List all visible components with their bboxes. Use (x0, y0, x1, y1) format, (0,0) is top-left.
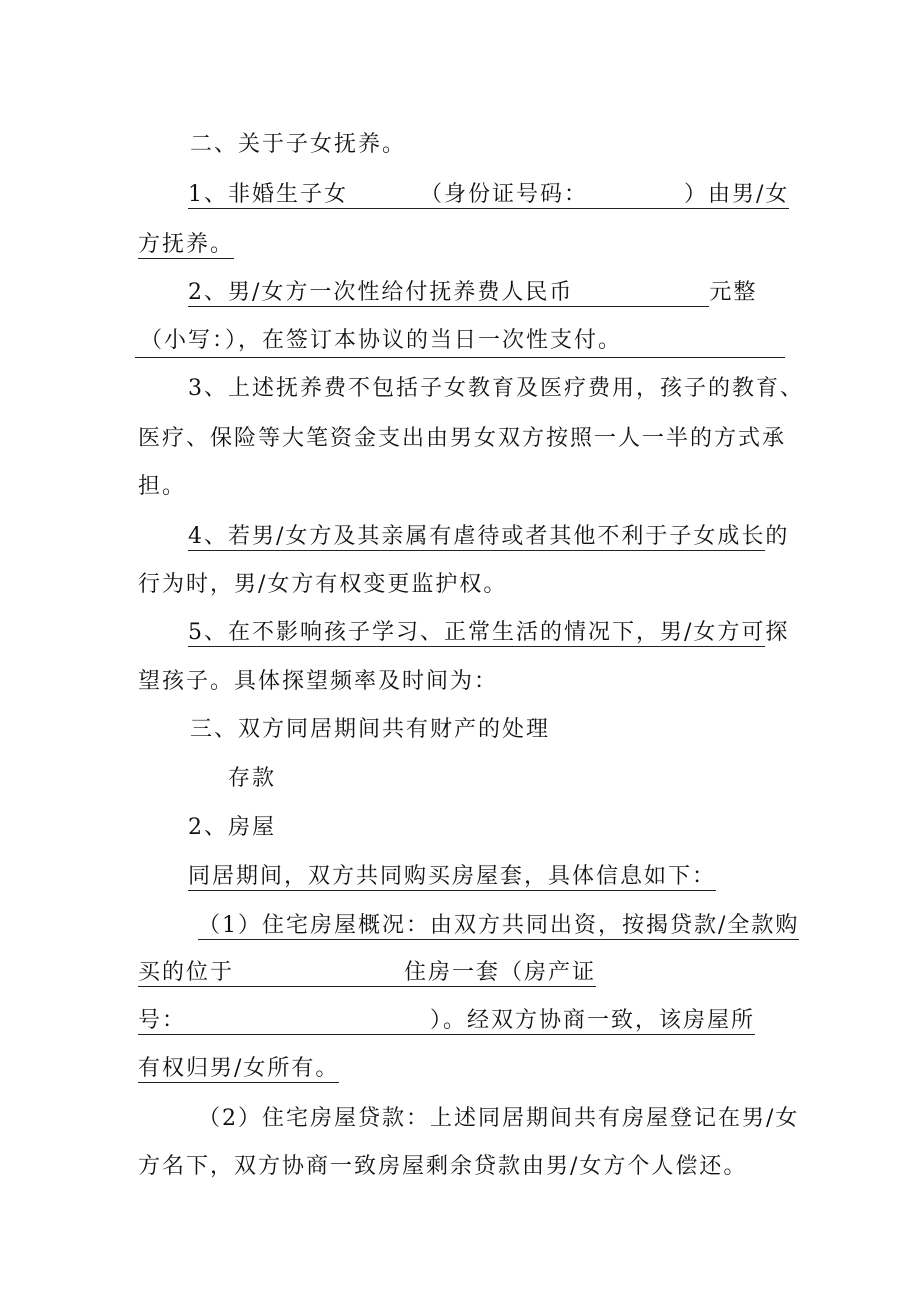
clause-5-underlined: 5、在不影响孩子学习、正常生活的情况下，男/女方可 (188, 620, 766, 645)
child-support-clause-2-cont: （小写：），在签订本协议的当日一次性支付。 (140, 328, 623, 353)
clause-4-line-1: 4、若男/女方及其亲属有虐待或者其他不利于子女成长的 (188, 524, 790, 549)
house-1-text-b: 买的位于 住房一套（房产证 (138, 960, 597, 985)
house-1-line-3 (138, 1006, 755, 1036)
clause-5-line-1: 5、在不影响孩子学习、正常生活的情况下，男/女方可探 (188, 620, 790, 645)
house-intro-text: 同居期间，双方共同购买房屋套，具体信息如下： (188, 864, 717, 889)
house-1-text-a: （1）住宅房屋概况：由双方共同出资，按揭贷款/全款购 (198, 913, 800, 938)
house-2-line-2: 方名下，双方协商一致房屋剩余贷款由男/女方个人偿还。 (138, 1154, 748, 1179)
clause-3-line-2: 医疗、保险等大笔资金支出由男女双方按照一人一半的方式承 (138, 426, 787, 451)
section-3-heading: 三、双方同居期间共有财产的处理 (190, 717, 551, 742)
child-custody-clause-1 (188, 180, 789, 210)
house-1-line-4 (138, 1054, 339, 1084)
house-1-line-2 (138, 958, 596, 988)
house-1-text-d: 有权归男/女所有。 (138, 1056, 340, 1081)
clause-3-line-1: 3、上述抚养费不包括子女教育及医疗费用，孩子的教育、 (188, 376, 804, 401)
clause-5-line-2: 望孩子。具体探望频率及时间为： (138, 669, 499, 694)
clause-1-text-b: 方抚养。 (138, 232, 235, 257)
house-1-line-1 (198, 911, 799, 941)
section-2-heading: 二、关于子女抚养。 (190, 132, 407, 157)
item-deposit: 存款 (228, 766, 277, 791)
clause-1-text-a: 1、非婚生子女 （身份证号码： ）由男/女 (188, 182, 790, 207)
clause-3-line-3: 担。 (138, 474, 187, 499)
clause-2-text-a: 2、男/女方一次性给付抚养费人民币 (188, 280, 709, 307)
clause-4-underlined: 4、若男/女方及其亲属有虐待或者其他不利于子女成长 (188, 524, 766, 549)
separator-line (135, 357, 785, 358)
child-support-clause-2: 2、男/女方一次性给付抚养费人民币 元整 (188, 280, 758, 305)
clause-4-line-2: 行为时，男/女方有权变更监护权。 (138, 572, 508, 597)
house-intro (188, 862, 716, 892)
house-2-line-1: （2）住宅房屋贷款：上述同居期间共有房屋登记在男/女 (198, 1106, 800, 1131)
child-custody-clause-1-cont (138, 230, 234, 260)
house-1-text-c: 号： ）。经双方协商一致，该房屋所 (138, 1008, 756, 1033)
item-house: 2、房屋 (188, 815, 276, 840)
